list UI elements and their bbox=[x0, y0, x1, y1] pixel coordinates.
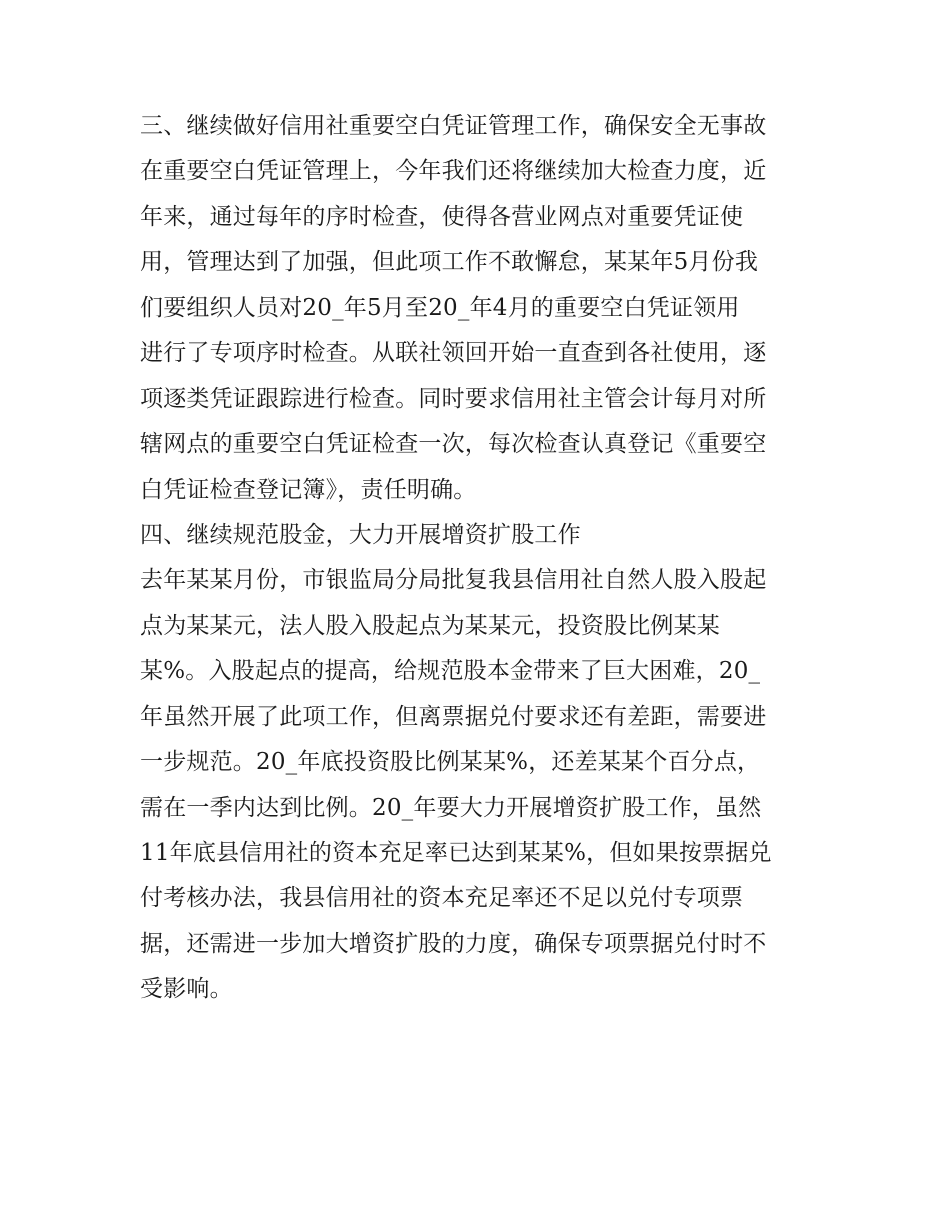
body-line: 某%。入股起点的提高，给规范股本金带来了巨大困难，20_ bbox=[140, 658, 761, 685]
body-line: 进行了专项序时检查。从联社领回开始一直查到各社使用，逐 bbox=[140, 340, 767, 367]
document-body bbox=[140, 104, 830, 1013]
body-line: 去年某某月份，市银监局分局批复我县信用社自然人股入股起 bbox=[140, 567, 767, 594]
body-line: 年虽然开展了此项工作，但离票据兑付要求还有差距，需要进 bbox=[140, 703, 767, 730]
body-line: 11年底县信用社的资本充足率已达到某某%，但如果按票据兑 bbox=[140, 840, 772, 866]
body-line: 项逐类凭证跟踪进行检查。同时要求信用社主管会计每月对所 bbox=[140, 385, 767, 412]
body-line: 受影响。 bbox=[140, 976, 233, 1003]
body-line: 据，还需进一步加大增资扩股的力度，确保专项票据兑付时不 bbox=[140, 930, 767, 957]
body-line: 点为某某元，法人股入股起点为某某元，投资股比例某某 bbox=[140, 612, 720, 639]
body-line: 需在一季内达到比例。20_年要大力开展增资扩股工作，虽然 bbox=[140, 794, 762, 821]
body-line: 付考核办法，我县信用社的资本充足率还不足以兑付专项票 bbox=[140, 885, 744, 912]
section-heading-4: 四、继续规范股金，大力开展增资扩股工作 bbox=[140, 521, 581, 548]
body-line: 一步规范。20_年底投资股比例某某%，还差某某个百分点， bbox=[140, 749, 761, 776]
body-line: 们要组织人员对20_年5月至20_年4月的重要空白凭证领用 bbox=[140, 294, 740, 321]
body-line: 辖网点的重要空白凭证检查一次，每次检查认真登记《重要空 bbox=[140, 431, 767, 458]
body-line: 用，管理达到了加强，但此项工作不敢懈怠，某某年5月份我 bbox=[140, 249, 759, 276]
section-heading-3: 三、继续做好信用社重要空白凭证管理工作，确保安全无事故 bbox=[140, 113, 767, 139]
body-line: 在重要空白凭证管理上，今年我们还将继续加大检查力度，近 bbox=[140, 158, 767, 185]
body-line: 年来，通过每年的序时检查，使得各营业网点对重要凭证使 bbox=[140, 203, 744, 230]
body-line: 白凭证检查登记簿》，责任明确。 bbox=[140, 476, 477, 503]
